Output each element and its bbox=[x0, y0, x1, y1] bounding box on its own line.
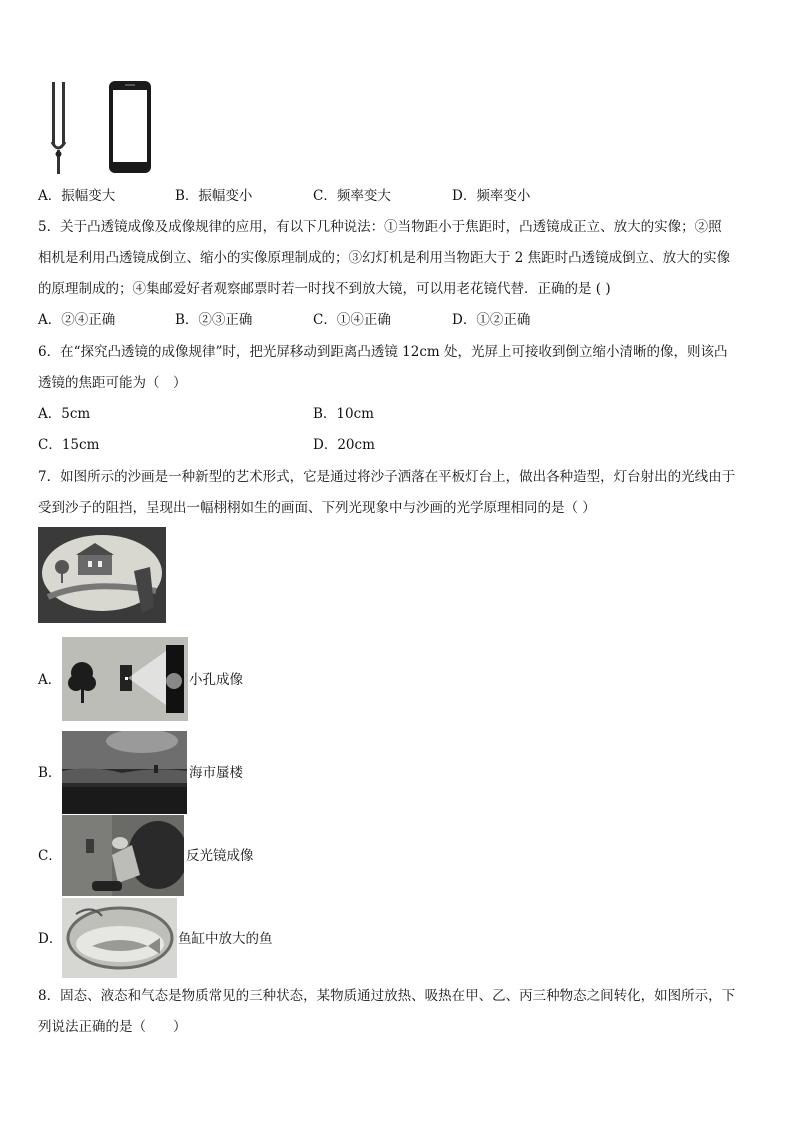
q7-stem-line-2: 受到沙子的阻挡，呈现出一幅栩栩如生的画面、下列光现象中与沙画的光学原理相同的是（ ） bbox=[38, 500, 596, 516]
q5-stem-line-2: 相机是利用凸透镜成倒立、缩小的实像原理制成的；③幻灯机是利用当物距大于 2 焦距时凸透镜成倒立、放大的实像 bbox=[38, 250, 731, 266]
q5-stem-line-3: 的原理制成的；④集邮爱好者观察邮票时若一时找不到放大镜，可以用老花镜代替．正确的是 ( ) bbox=[38, 281, 611, 297]
reflector-mirror-photo bbox=[62, 815, 184, 896]
q5-option-d: D．①②正确 bbox=[452, 312, 531, 328]
q6-stem-line-1: 6．在“探究凸透镜的成像规律”时，把光屏移动到距离凸透镜 12cm 处，光屏上可接收到倒立缩小清晰的像，则该凸 bbox=[38, 344, 728, 360]
q7-option-b-letter: B． bbox=[38, 765, 62, 781]
q8-stem-line-2: 列说法正确的是（ ） bbox=[38, 1019, 187, 1035]
q7-option-d-letter: D． bbox=[38, 931, 63, 947]
q4-option-b: B．振幅变小 bbox=[175, 188, 253, 204]
q6-option-d: D．20cm bbox=[313, 437, 375, 453]
sand-painting-photo bbox=[38, 527, 166, 623]
fish-tank-photo bbox=[62, 898, 177, 978]
q7-option-a-letter: A． bbox=[38, 672, 62, 688]
mirage-photo bbox=[62, 731, 187, 814]
q7-option-c-caption: 反光镜成像 bbox=[186, 848, 254, 864]
q6-option-b: B．10cm bbox=[313, 406, 374, 422]
q4-option-d: D．频率变小 bbox=[452, 188, 531, 204]
q7-option-d-caption: 鱼缸中放大的鱼 bbox=[178, 931, 273, 947]
q5-stem-line-1: 5．关于凸透镜成像及成像规律的应用，有以下几种说法：①当物距小于焦距时，凸透镜成正立、放大的实像；②照 bbox=[38, 219, 722, 235]
q5-option-b: B．②③正确 bbox=[175, 312, 253, 328]
q7-option-b-caption: 海市蜃楼 bbox=[189, 765, 243, 781]
tuning-fork-figure bbox=[44, 80, 74, 176]
q7-option-a-caption: 小孔成像 bbox=[189, 672, 243, 688]
pinhole-imaging-photo bbox=[62, 637, 188, 721]
q4-option-c: C．频率变大 bbox=[313, 188, 391, 204]
q5-option-a: A．②④正确 bbox=[38, 312, 116, 328]
q8-stem-line-1: 8．固态、液态和气态是物质常见的三种状态，某物质通过放热、吸热在甲、乙、丙三种物态之间转化，如图所示，下 bbox=[38, 988, 736, 1004]
q7-option-c-letter: C． bbox=[38, 848, 62, 864]
q6-stem-line-2: 透镜的焦距可能为（ ） bbox=[38, 375, 187, 391]
phone-figure bbox=[108, 80, 152, 174]
q6-option-a: A．5cm bbox=[38, 406, 91, 422]
q5-option-c: C．①④正确 bbox=[313, 312, 391, 328]
q6-option-c: C．15cm bbox=[38, 437, 100, 453]
q7-stem-line-1: 7．如图所示的沙画是一种新型的艺术形式，它是通过将沙子洒落在平板灯台上，做出各种造型，灯台射出的光线由于 bbox=[38, 469, 736, 485]
q4-option-a: A．振幅变大 bbox=[38, 188, 116, 204]
